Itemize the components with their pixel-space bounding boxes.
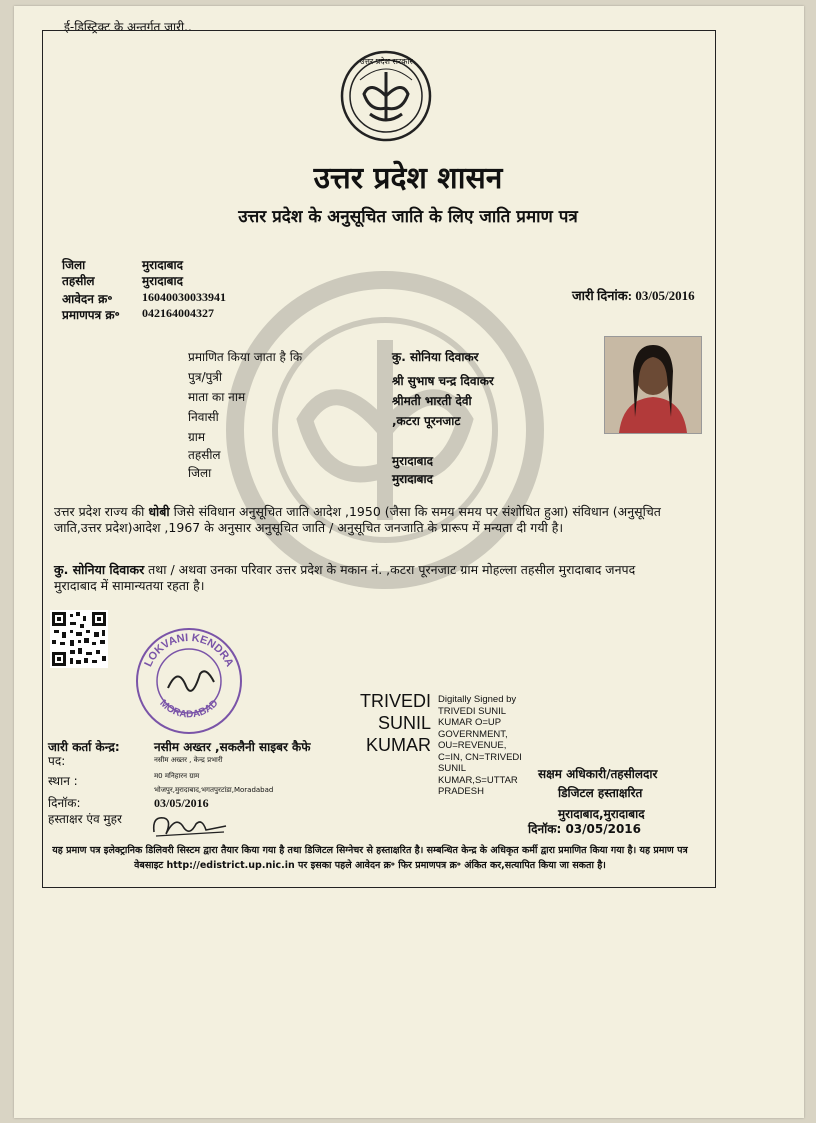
signature-detail-line: C=IN, CN=TRIVEDI [438, 751, 522, 763]
certify-label: प्रमाणित किया जाता है कि [188, 350, 303, 364]
certificate-number: 042164004327 [142, 306, 214, 320]
tehsil-value: मुरादाबाद [142, 274, 184, 288]
issuer-date: 03/05/2016 [154, 796, 209, 810]
sign-label: हस्ताक्षर एंव मुहर [48, 812, 122, 826]
footer-note: यह प्रमाण पत्र इलेक्ट्रानिक डिलिवरी सिस्टम द्वारा तैयार किया गया है तथा डिजिटल सिग्नेचर से हस्ताक्षरित है। सम्बन्धित केन्द्र के अधिकृत कर्मी द्वारा प्रमाणित किया गया है। यह प्रमाण पत्र वेबसाइट http://edistrict.up.nic.in पर इसका पहले आवेदन क्र॰ फिर प्रमाणपत्र क्र॰ अंकित कर,सत्यापित किया जा सकता है। [52, 845, 688, 871]
signer-name-line: TRIVEDI [360, 691, 432, 711]
post-label: पद: [48, 754, 66, 768]
para2-rest: तथा / अथवा उनका परिवार उत्तर प्रदेश के मकान नं. ,कटरा पूरनजाट ग्राम मोहल्ला तहसील मुरादाबाद जनपद मुरादाबाद में सामान्यतया रहता है। [54, 562, 636, 593]
signature-detail-line: Digitally Signed by [438, 694, 517, 705]
place-line-1: म0 मनिहारन ग्राम [154, 772, 200, 780]
residence-paragraph [54, 562, 674, 594]
application-label: आवेदन क्र॰ [62, 292, 113, 306]
person-photo-icon [605, 337, 701, 433]
authority-date: दिनॉक: 03/05/2016 [528, 822, 642, 836]
qr-code-icon [50, 610, 108, 668]
mother-label: माता का नाम [188, 390, 246, 404]
para1-prefix: उत्तर प्रदेश राज्य की [54, 504, 145, 519]
page-title: उत्तर प्रदेश शासन [313, 161, 503, 196]
signer-name-line: KUMAR [366, 735, 432, 755]
issuer-center-label: जारी कर्ता केन्द्र: [48, 740, 120, 754]
certify-value: कु. सोनिया दिवाकर [392, 350, 479, 364]
place-line-2: भोजपुर,मुरादाबाद,भगतपुरटांडा,Moradabad [154, 786, 274, 794]
certificate-label: प्रमाणपत्र क्र॰ [62, 308, 120, 322]
caste-paragraph [54, 504, 674, 536]
signature-detail-line: KUMAR O=UP [438, 717, 502, 728]
signature-detail-line: KUMAR,S=UTTAR [438, 774, 518, 786]
village-label: ग्राम [188, 430, 206, 444]
authority-location: मुरादाबाद,मुरादाबाद [558, 807, 645, 821]
signature-detail-line: TRIVEDI SUNIL [438, 705, 507, 717]
emblem-watermark-icon [225, 270, 545, 590]
page-subtitle: उत्तर प्रदेश के अनुसूचित जाति के लिए जाति प्रमाण पत्र [238, 207, 578, 227]
mother-value: श्रीमती भारती देवी [392, 394, 472, 408]
resident-label: निवासी [188, 410, 219, 424]
date-label: दिनॉक: [48, 796, 81, 810]
signature-detail-line: SUNIL [438, 763, 466, 774]
signature-detail-line: GOVERNMENT, [438, 728, 508, 740]
svg-text:MORADABAD [157, 698, 220, 720]
caste-name: धोबी [148, 504, 170, 519]
signature-detail-line: OU=REVENUE, [438, 740, 507, 751]
place-label: स्थान : [48, 774, 78, 788]
para2-name: कु. सोनिया दिवाकर [54, 562, 145, 577]
detail-district-label: जिला [188, 466, 212, 480]
application-number: 16040030033941 [142, 290, 226, 304]
digital-signature-details [438, 694, 522, 798]
para1-rest: जिसे संविधान अनुसूचित जाति आदेश ,1950 (जैसा कि समय समय पर संशोधित हुआ) संविधान (अनुसूचित जाति,उत्तर प्रदेश)आदेश ,1967 के अनुसार अनुसूचित जाति / अनुसूचित जनजाति के प्रारूप में मन्यता दी गयी है। [54, 504, 661, 535]
stamp-top-text: LOKVANI KENDRA [142, 631, 236, 669]
issuer-center-value: नसीम अख्तर ,सकलैनी साइबर कैफे [154, 740, 311, 754]
detail-district-value: मुरादाबाद [392, 472, 434, 486]
header-note: ई-डिस्ट्रिक्ट के अन्तर्गत जारी.. [64, 20, 192, 34]
handwritten-signature-icon [150, 808, 230, 840]
child-of-label: पुत्र/पुत्री [188, 370, 223, 384]
authority-digital-sign: डिजिटल हस्ताक्षरित [558, 786, 643, 800]
district-value: मुरादाबाद [142, 258, 184, 272]
detail-tehsil-value: मुरादाबाद [392, 454, 434, 468]
child-of-value: श्री सुभाष चन्द्र दिवाकर [392, 374, 494, 388]
authority-designation: सक्षम अधिकारी/तहसीलदार [538, 767, 658, 781]
emblem-text: उत्तर प्रदेश सरकार [360, 57, 413, 66]
applicant-photo [604, 336, 702, 434]
detail-tehsil-label: तहसील [188, 448, 221, 462]
tehsil-label: तहसील [62, 274, 95, 288]
signature-detail-line: PRADESH [438, 786, 484, 797]
post-value: नसीम अख्तर , केन्द्र प्रभारी [154, 756, 223, 764]
resident-value: ,कटरा पूरनजाट [392, 414, 461, 428]
district-label: जिला [62, 258, 86, 272]
lokvani-stamp-icon [134, 626, 244, 736]
digital-signer-name [360, 690, 431, 756]
signer-name-line: SUNIL [378, 713, 432, 733]
stamp-bottom-text: MORADABAD [157, 697, 221, 721]
svg-text:LOKVANI KENDRA [142, 632, 235, 669]
issue-date: जारी दिनांक: 03/05/2016 [572, 288, 695, 303]
